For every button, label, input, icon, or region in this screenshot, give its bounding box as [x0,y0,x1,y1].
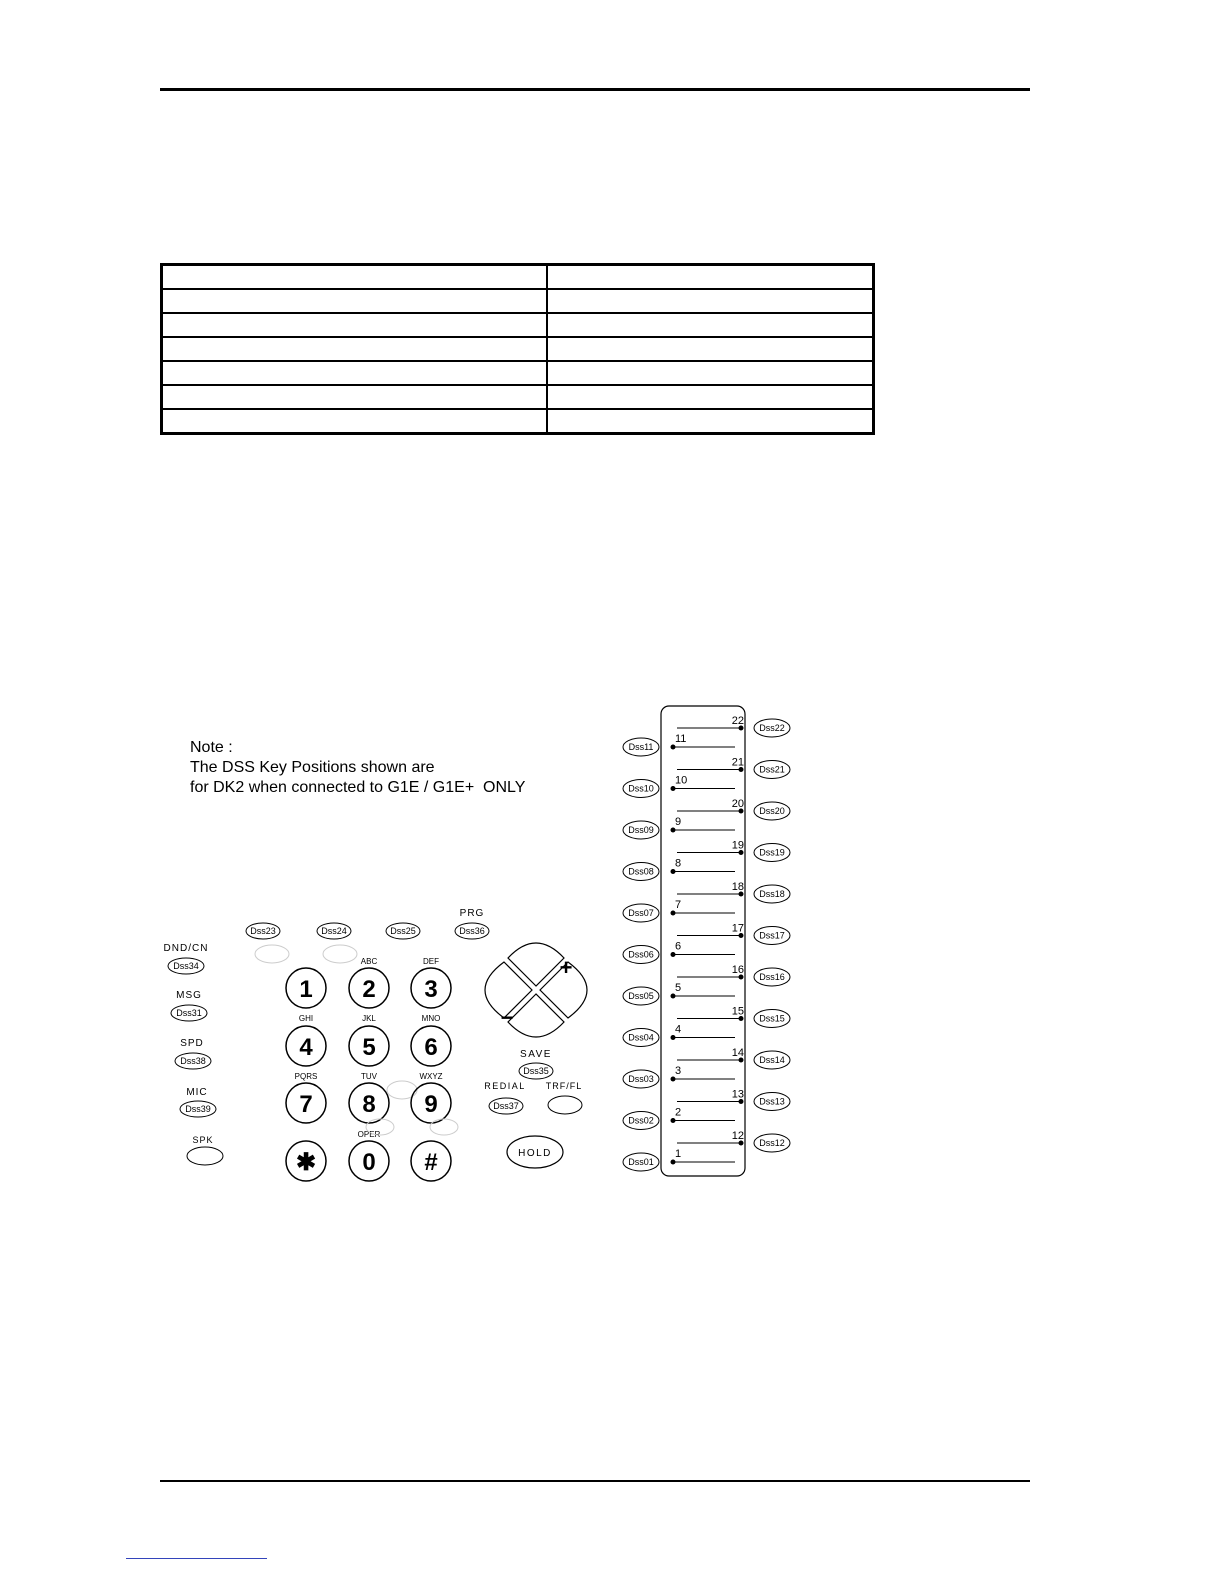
key-0-digit: 0 [362,1149,376,1176]
dss-number: 3 [675,1065,682,1077]
table-cell [547,265,873,289]
key-star-digit: ✱ [295,1149,317,1176]
dss-number: 15 [731,1005,744,1018]
dss-number: 12 [731,1130,744,1142]
key-2-digit: 2 [362,976,376,1003]
keypad [286,957,458,1181]
dss-number: 2 [675,1106,682,1119]
dss-number: 10 [675,774,688,787]
dss23-label: Dss23 [250,926,276,936]
key-hash-digit: # [424,1149,438,1176]
mic-label: MIC [186,1087,208,1098]
msg-label: MSG [176,990,202,1001]
dss-key-label: Dss18 [759,889,785,899]
spk-key [187,1147,223,1165]
dss-key-label: Dss04 [628,1032,654,1043]
minus-icon: − [500,1005,514,1030]
spd-dss: Dss38 [180,1056,206,1066]
dss-number: 19 [731,839,744,852]
empty-table [160,263,875,435]
table-cell [547,337,873,361]
dss-key-label: Dss22 [759,723,785,733]
key-4-letters: GHI [298,1014,314,1023]
dss25-label: Dss25 [390,926,416,936]
key-5-letters: JKL [362,1014,376,1023]
nav-up-key [508,943,564,986]
dss-dot [671,1160,676,1165]
dss-number: 4 [675,1023,682,1036]
key-9-letters: WXYZ [419,1072,443,1081]
prg-label: PRG [459,908,485,919]
table-cell [162,289,547,313]
dss-key-label: Dss14 [759,1055,785,1065]
dss-key-label: Dss01 [628,1157,654,1167]
dss-number: 17 [731,922,744,935]
dss-right-column [677,715,790,1152]
dss-dot [671,952,676,957]
hold-label: HOLD [518,1148,552,1159]
table-cell [162,385,547,409]
dss-dot [671,1077,676,1082]
table-row [162,385,873,409]
dss-number: 22 [731,715,744,727]
spd-label: SPD [180,1038,204,1049]
key-5-digit: 5 [362,1034,376,1061]
dss-key-label: Dss09 [628,825,654,835]
dnd-cn-label: DND/CN [163,943,209,954]
nav-down-key [508,994,564,1037]
dss-number: 20 [731,798,744,810]
dss-key-label: Dss07 [628,908,654,918]
dss-panel [661,706,745,1176]
table-row [162,409,873,433]
note-line-2: for DK2 when connected to G1E / G1E+ ONLY [190,779,526,796]
dss-dot [671,786,676,791]
key-9-digit: 9 [424,1091,438,1118]
footer-rule [160,1480,1030,1482]
key-7-letters: PQRS [294,1072,318,1081]
top-keys [246,908,489,963]
dss24-label: Dss24 [321,926,347,936]
dss-key-label: Dss21 [759,764,785,775]
dss-left-column [623,733,735,1171]
save-label: SAVE [520,1049,552,1060]
dss-key-label: Dss13 [759,1096,785,1107]
dss-key-label: Dss16 [759,972,785,982]
note-line-1: The DSS Key Positions shown are [190,759,435,776]
table-cell [547,409,873,433]
dss-key-label: Dss05 [628,991,654,1001]
dss-key-label: Dss12 [759,1138,785,1148]
table-cell [547,289,873,313]
dss-dot [671,911,676,916]
spk-label: SPK [192,1135,214,1145]
msg-dss: Dss31 [176,1008,202,1018]
dss-number: 16 [731,964,744,976]
key-6-letters: MNO [421,1014,441,1023]
dss-number: 7 [675,899,682,911]
dss36-label: Dss36 [459,926,485,936]
dss-key-label: Dss15 [759,1013,785,1024]
dss-dot [671,828,676,833]
dss-key-label: Dss03 [628,1074,654,1084]
table-cell [162,337,547,361]
trf-fl-key [548,1096,582,1114]
dss-number: 13 [731,1088,744,1101]
table-row [162,337,873,361]
redial-label: REDIAL [484,1081,526,1091]
table-cell [162,409,547,433]
table-cell [162,361,547,385]
table-row [162,289,873,313]
dss-key-label: Dss17 [759,930,785,941]
dss-number: 1 [675,1148,682,1160]
key-0-letters: OPER [357,1130,381,1139]
key-8-digit: 8 [362,1091,376,1118]
dss-number: 11 [675,733,687,745]
dss-number: 8 [675,857,682,870]
ghost-key [255,945,289,963]
table-cell [547,385,873,409]
dss-number: 18 [731,881,744,893]
dss-dot [671,869,676,874]
save-dss: Dss35 [523,1066,549,1076]
table-cell [162,265,547,289]
key-3-letters: DEF [423,957,439,966]
table-cell [547,313,873,337]
dss-key-label: Dss20 [759,806,785,816]
key-2-letters: ABC [360,957,378,966]
plus-icon: + [559,955,573,980]
trf-fl-label: TRF/FL [545,1081,583,1091]
key-7-digit: 7 [299,1091,313,1118]
dnd-cn-dss: Dss34 [173,961,199,971]
header-rule [160,88,1030,91]
dss-dot [671,1118,676,1123]
mic-dss: Dss39 [185,1104,211,1114]
phone-keypad-diagram [150,700,830,1190]
dss-key-label: Dss08 [628,866,654,877]
dss-number: 9 [675,816,682,828]
dss-dot [671,745,676,750]
table-cell [162,313,547,337]
table-row [162,361,873,385]
dss-key-label: Dss02 [628,1115,654,1126]
dss-key-label: Dss06 [628,949,654,960]
key-4-digit: 4 [299,1034,313,1061]
redial-dss: Dss37 [493,1101,519,1111]
table-cell [547,361,873,385]
table-row [162,265,873,289]
key-3-digit: 3 [424,976,438,1003]
key-8-letters: TUV [361,1072,377,1081]
dss-number: 6 [675,940,682,953]
dss-key-label: Dss10 [628,783,654,794]
ghost-key [430,1119,458,1135]
dss-number: 5 [675,982,682,994]
table-row [162,313,873,337]
ghost-key [323,945,357,963]
left-keys [164,943,223,1165]
note-heading: Note : [190,739,233,756]
dss-key-label: Dss11 [628,742,654,752]
dss-dot [671,994,676,999]
dss-key-label: Dss19 [759,847,785,858]
key-6-digit: 6 [424,1034,438,1061]
function-keys [484,1049,582,1168]
dss-number: 21 [731,756,744,769]
dss-number: 14 [731,1047,744,1059]
key-1-digit: 1 [299,976,313,1003]
footer-underline [126,1558,267,1559]
dss-dot [671,1035,676,1040]
